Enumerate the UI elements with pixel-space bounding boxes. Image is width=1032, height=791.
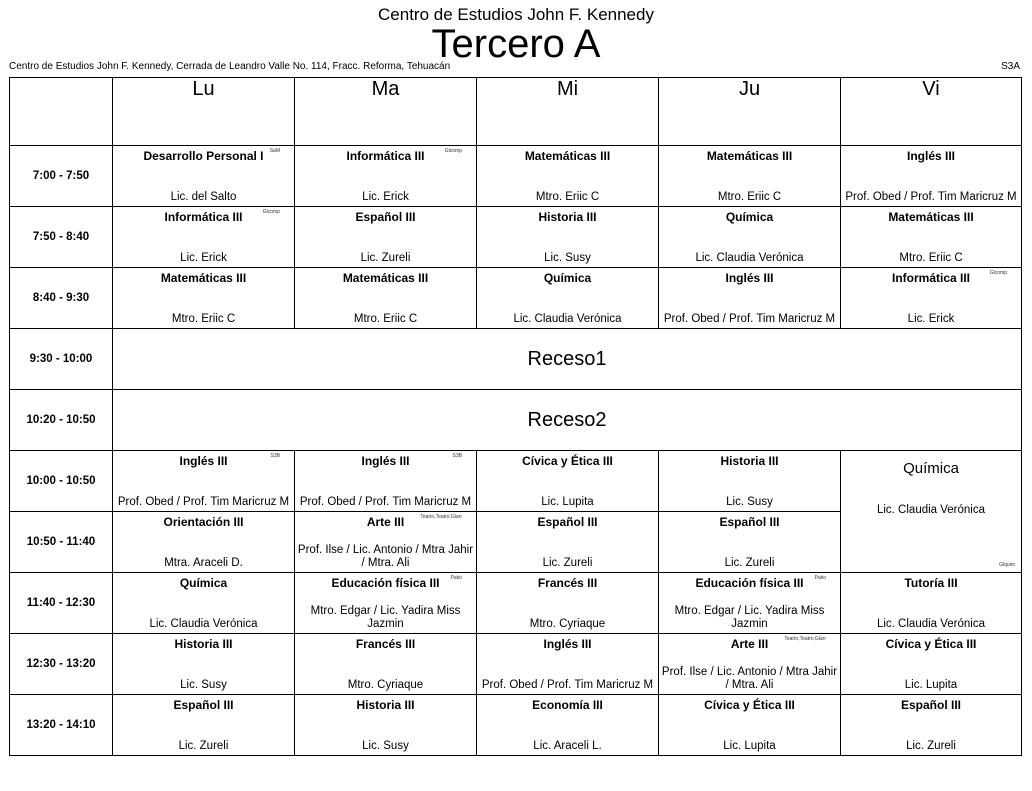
timetable: [9, 77, 1022, 756]
teacher-name: Mtro. Eriic C: [171, 313, 236, 325]
teacher-name: Lic. Erick: [907, 313, 955, 325]
schedule-row: [10, 207, 1022, 268]
subject-name: Historia III: [538, 210, 597, 224]
school-name: Centro de Estudios John F. Kennedy: [378, 5, 654, 24]
subject-name: Matemáticas III: [888, 210, 974, 224]
subject-name: Inglés III: [906, 149, 955, 163]
teacher-name: Lic. Erick: [362, 191, 409, 203]
subject-name: Español III: [537, 515, 598, 529]
class-cell[interactable]: [113, 207, 295, 268]
teacher-name: Lic. Susy: [362, 740, 409, 752]
subject-name: Matemáticas III: [342, 271, 429, 285]
teacher-name: Lic. Claudia Verónica: [876, 504, 986, 516]
subject-name: Informática III: [346, 149, 425, 163]
teacher-name: Lic. Lupita: [723, 740, 776, 752]
class-cell[interactable]: [477, 634, 659, 695]
subject-name: Desarrollo Personal I: [143, 149, 264, 163]
room-tag: Glquim: [999, 562, 1015, 568]
time-slot: 7:50 - 8:40: [10, 207, 113, 268]
time-slot: 9:30 - 10:00: [10, 329, 113, 390]
teacher-name: Prof. Ilse / Lic. Antonio / Mtra Jahir / Mtra. Ali: [297, 544, 474, 569]
subject-name: Química: [903, 460, 959, 477]
subject-name: Educación física III: [331, 576, 440, 590]
subject-name: Educación física III: [695, 576, 804, 590]
room-tag: Patio: [814, 575, 826, 581]
subject-name: Informática III: [891, 271, 971, 285]
subject-name: Matemáticas III: [160, 271, 247, 285]
subject-name: Economía III: [532, 698, 603, 712]
class-cell[interactable]: [295, 451, 477, 512]
class-cell[interactable]: [113, 268, 295, 329]
subject-name: Tutoría III: [904, 576, 958, 590]
subject-name: Química: [725, 210, 774, 224]
teacher-name: Mtro. Eriic C: [353, 313, 418, 325]
class-cell[interactable]: [477, 207, 659, 268]
subject-name: Español III: [900, 698, 961, 712]
room-tag: Patio: [450, 575, 462, 581]
room-tag: S3B: [452, 453, 462, 459]
subject-name: Español III: [355, 210, 416, 224]
class-cell[interactable]: [659, 634, 841, 695]
subject-name: Matemáticas III: [706, 149, 793, 163]
recess-row: [10, 390, 1022, 451]
teacher-name: Lic. Susy: [180, 679, 227, 691]
class-cell[interactable]: [659, 512, 841, 573]
teacher-name: Prof. Obed / Prof. Tim Maricruz M: [117, 496, 290, 508]
class-cell[interactable]: [113, 146, 295, 207]
time-slot: 7:00 - 7:50: [10, 146, 113, 207]
day-header: Vi: [841, 78, 1022, 146]
time-slot: 8:40 - 9:30: [10, 268, 113, 329]
subject-name: Inglés III: [361, 454, 410, 468]
class-cell[interactable]: [659, 207, 841, 268]
subject-name: Orientación III: [163, 515, 244, 529]
teacher-name: Lic. Zureli: [542, 557, 593, 569]
class-cell[interactable]: [113, 512, 295, 573]
class-cell[interactable]: [295, 512, 477, 573]
subject-name: Arte III: [366, 515, 405, 529]
teacher-name: Lic. Zureli: [724, 557, 775, 569]
teacher-name: Mtro. Edgar / Lic. Yadira Miss Jazmin: [310, 605, 461, 630]
time-slot: 13:20 - 14:10: [10, 695, 113, 756]
class-cell[interactable]: [841, 634, 1022, 695]
day-header: Ju: [659, 78, 841, 146]
room-tag: Glcomp: [262, 209, 280, 215]
class-cell[interactable]: [295, 634, 477, 695]
corner-cell: [10, 78, 113, 146]
subject-name: Matemáticas III: [524, 149, 611, 163]
class-cell[interactable]: [113, 451, 295, 512]
subject-name: Cívica y Ética III: [704, 698, 795, 712]
schedule-row: [10, 451, 1022, 512]
teacher-name: Lic. Claudia Verónica: [876, 618, 986, 630]
schedule-row: [10, 573, 1022, 634]
recess-row: [10, 329, 1022, 390]
time-slot: 12:30 - 13:20: [10, 634, 113, 695]
teacher-name: Prof. Ilse / Lic. Antonio / Mtra Jahir / Mtra. Ali: [661, 666, 838, 691]
day-header: Ma: [295, 78, 477, 146]
class-cell[interactable]: [477, 573, 659, 634]
room-tag: Teatro,Teatro,Glarr: [420, 514, 462, 520]
teacher-name: Mtro. Cyriaque: [347, 679, 424, 691]
room-tag: Glcomp: [444, 148, 462, 154]
class-cell[interactable]: [659, 451, 841, 512]
teacher-name: Lic. Lupita: [904, 679, 958, 691]
teacher-name: Lic. Claudia Verónica: [149, 618, 258, 630]
teacher-name: Lic. Araceli L.: [533, 740, 602, 752]
schedule-row: [10, 146, 1022, 207]
teacher-name: Mtro. Eriic C: [535, 191, 600, 203]
class-cell[interactable]: [841, 573, 1022, 634]
class-cell[interactable]: [841, 207, 1022, 268]
class-cell[interactable]: [113, 573, 295, 634]
teacher-name: Lic. Claudia Verónica: [695, 252, 804, 264]
room-tag: SaM: [269, 148, 280, 154]
double-class-cell[interactable]: [841, 451, 1022, 573]
header-row: [10, 78, 1022, 146]
subject-name: Francés III: [355, 637, 416, 651]
subject-name: Inglés III: [725, 271, 774, 285]
time-slot: 10:20 - 10:50: [10, 390, 113, 451]
class-cell[interactable]: [477, 451, 659, 512]
class-cell[interactable]: [295, 146, 477, 207]
class-cell[interactable]: [295, 573, 477, 634]
schedule-row: [10, 634, 1022, 695]
schedule-row: [10, 268, 1022, 329]
teacher-name: Mtra. Araceli D.: [164, 557, 243, 569]
subject-name: Química: [543, 271, 592, 285]
class-cell[interactable]: [659, 573, 841, 634]
teacher-name: Mtro. Cyriaque: [529, 618, 606, 630]
subject-name: Informática III: [164, 210, 243, 224]
subject-name: Inglés III: [179, 454, 228, 468]
teacher-name: Lic. Erick: [180, 252, 227, 264]
teacher-name: Lic. Zureli: [178, 740, 229, 752]
time-slot: 11:40 - 12:30: [10, 573, 113, 634]
class-cell[interactable]: [477, 146, 659, 207]
class-cell[interactable]: [477, 695, 659, 756]
teacher-name: Lic. Zureli: [906, 740, 956, 752]
class-cell[interactable]: [841, 146, 1022, 207]
subject-name: Historia III: [720, 454, 779, 468]
teacher-name: Mtro. Edgar / Lic. Yadira Miss Jazmin: [674, 605, 825, 630]
subject-name: Francés III: [537, 576, 598, 590]
school-address: Centro de Estudios John F. Kennedy, Cerrada de Leandro Valle No. 114, Fracc. Reforma, Tehuacán: [9, 61, 451, 72]
recess-label: Receso1: [113, 329, 1022, 390]
teacher-name: Prof. Obed / Prof. Tim Maricruz M: [663, 313, 836, 325]
teacher-name: Mtro. Eriic C: [717, 191, 782, 203]
time-slot: 10:50 - 11:40: [10, 512, 113, 573]
teacher-name: Prof. Obed / Prof. Tim Maricruz M: [845, 191, 1017, 203]
teacher-name: Lic. Zureli: [360, 252, 411, 264]
subject-name: Historia III: [174, 637, 233, 651]
group-code: S3A: [1001, 61, 1020, 72]
class-cell[interactable]: [841, 695, 1022, 756]
teacher-name: Lic. Lupita: [541, 496, 594, 508]
subject-name: Inglés III: [543, 637, 592, 651]
subject-name: Cívica y Ética III: [885, 637, 977, 651]
subject-name: Química: [179, 576, 228, 590]
group-title: Tercero A: [431, 22, 601, 66]
class-cell[interactable]: [477, 268, 659, 329]
class-cell[interactable]: [295, 268, 477, 329]
room-tag: Teatro,Teatro,Glarr: [784, 636, 826, 642]
class-cell[interactable]: [113, 634, 295, 695]
time-slot: 10:00 - 10:50: [10, 451, 113, 512]
teacher-name: Lic. Susy: [726, 496, 773, 508]
teacher-name: Prof. Obed / Prof. Tim Maricruz M: [299, 496, 472, 508]
day-header: Lu: [113, 78, 295, 146]
class-cell[interactable]: [295, 695, 477, 756]
room-tag: S3B: [270, 453, 280, 459]
teacher-name: Lic. Susy: [544, 252, 591, 264]
class-cell[interactable]: [113, 695, 295, 756]
subject-name: Historia III: [356, 698, 415, 712]
class-cell[interactable]: [659, 146, 841, 207]
class-cell[interactable]: [659, 268, 841, 329]
teacher-name: Mtro. Eriic C: [899, 252, 963, 264]
teacher-name: Lic. del Salto: [170, 191, 237, 203]
class-cell[interactable]: [295, 207, 477, 268]
subject-name: Español III: [719, 515, 780, 529]
class-cell[interactable]: [841, 268, 1022, 329]
subject-name: Cívica y Ética III: [522, 454, 613, 468]
day-header: Mi: [477, 78, 659, 146]
class-cell[interactable]: [659, 695, 841, 756]
schedule-row: [10, 695, 1022, 756]
teacher-name: Prof. Obed / Prof. Tim Maricruz M: [481, 679, 654, 691]
recess-label: Receso2: [113, 390, 1022, 451]
subject-name: Arte III: [730, 637, 769, 651]
class-cell[interactable]: [477, 512, 659, 573]
subject-name: Español III: [173, 698, 234, 712]
teacher-name: Lic. Claudia Verónica: [513, 313, 622, 325]
room-tag: Glcomp: [989, 270, 1007, 276]
